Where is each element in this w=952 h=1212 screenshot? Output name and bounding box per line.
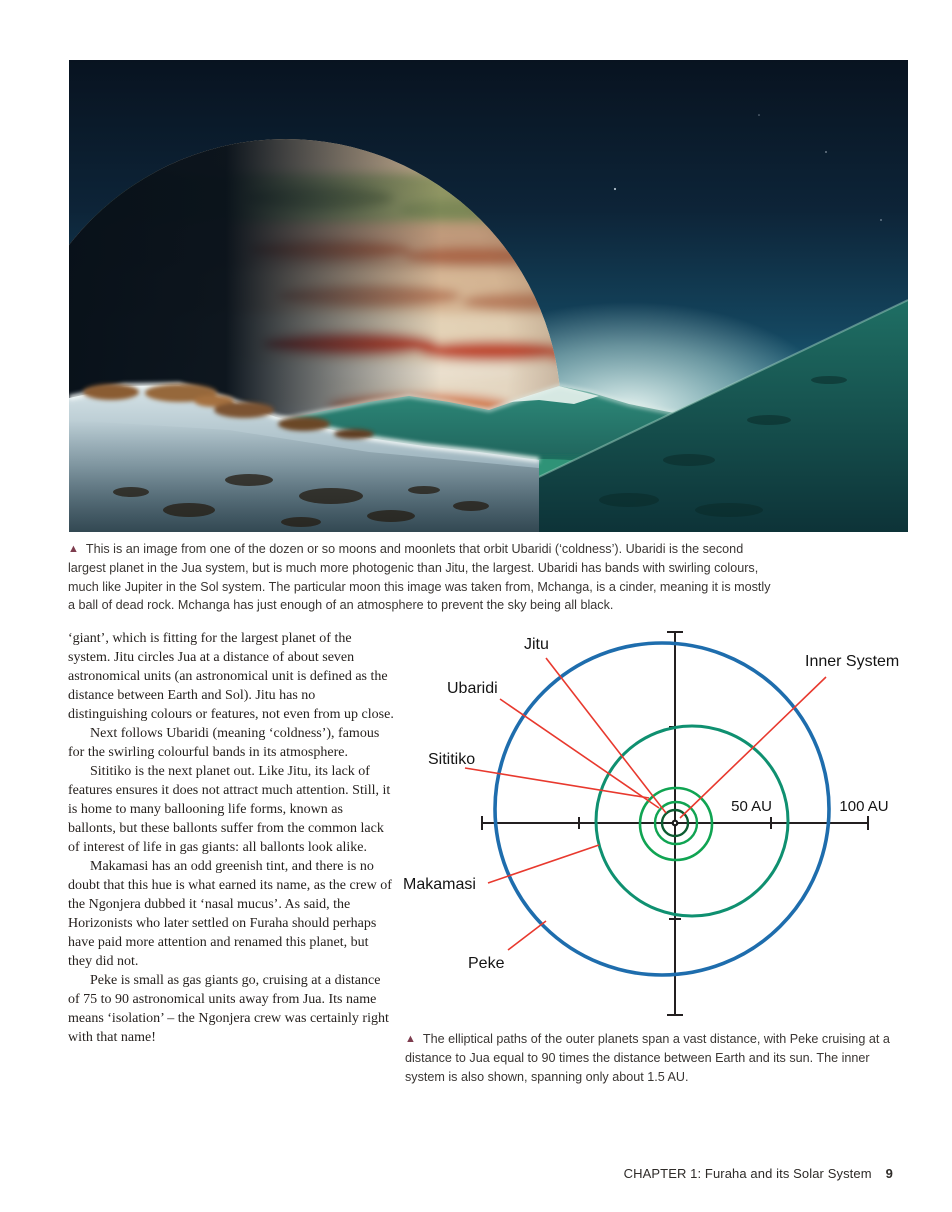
leader-ubaridi <box>500 699 659 808</box>
orbit-diagram <box>400 622 952 1022</box>
label-peke: Peke <box>468 955 505 972</box>
orbit-labels <box>403 636 899 972</box>
orbit-makamasi <box>596 726 788 916</box>
star-jua <box>672 820 679 827</box>
orbit-diagram-caption <box>405 1030 910 1086</box>
label-sititiko: Sititiko <box>428 751 476 768</box>
paragraph: Next follows Ubaridi (meaning ‘coldness’), famous for the swirling colourful bands in its atmosphere. <box>68 726 380 760</box>
hero-image <box>69 60 908 532</box>
orbit-plot <box>400 622 952 1022</box>
hero-caption-text: This is an image from one of the dozen or so moons and moonlets that orbit Ubaridi (‘coldness’). Ubaridi is the second largest planet in the Jua system, but is much more photogenic than Jitu, the largest. Ubaridi has bands with swirling colours, much like Jupiter in the Sol system. The particular moon this image was taken from, Mchanga, is a cinder, meaning it is mostly a ball of dead rock. Mchanga has just enough of an atmosphere to prevent the sky being all black. <box>68 542 771 613</box>
label-makamasi: Makamasi <box>403 876 476 893</box>
label-50au: 50 AU <box>731 798 772 815</box>
article-column <box>68 629 394 1047</box>
paragraph: Sititiko is the next planet out. Like Jitu, its lack of features ensures it does not attract much attention. Still, it is home to many ballooning life forms, known as ballonts, but these ballonts suffer from the common lack of interest of life in gas giants: all ballonts look alike. <box>68 764 391 855</box>
paragraph: Makamasi has an odd greenish tint, and there is no doubt that this hue is what earned its name, as the crew of the Ngonjera dubbed it ‘nasal mucus’. As said, the Horizonists who later settled on Furaha should perhaps have paid more attention and renamed this planet, but they did not. <box>68 859 392 969</box>
page-footer <box>624 1166 893 1181</box>
label-100au: 100 AU <box>839 798 889 815</box>
leader-inner-system <box>680 677 826 818</box>
caption-triangle-icon: ▲ <box>405 1033 416 1045</box>
paragraph: Peke is small as gas giants go, cruising at a distance of 75 to 90 astronomical units away from Jua. Its name means ‘isolation’ – the Ngonjera crew was certainly right with that name! <box>68 973 389 1045</box>
label-ubaridi: Ubaridi <box>447 680 498 697</box>
hero-caption <box>68 540 773 615</box>
label-inner-system: Inner System <box>805 653 900 670</box>
hero-scene <box>69 60 908 532</box>
paragraph: ‘giant’, which is fitting for the largest planet of the system. Jitu circles Jua at a distance of about seven astronomical units (an astronomical unit is defined as the distance between Earth and Sol). Jitu has no distinguishing colours or features, not even from up close. <box>68 631 394 722</box>
chapter-title: CHAPTER 1: Furaha and its Solar System <box>623 1166 872 1181</box>
caption-triangle-icon: ▲ <box>68 543 79 555</box>
leader-peke <box>508 921 546 950</box>
label-jitu: Jitu <box>524 636 549 653</box>
orbit-caption-text: The elliptical paths of the outer planets span a vast distance, with Peke cruising at a distance to Jua equal to 90 times the distance between Earth and its sun. The inner system is also shown, spanning only about 1.5 AU. <box>405 1032 890 1084</box>
page-number: 9 <box>885 1166 893 1181</box>
